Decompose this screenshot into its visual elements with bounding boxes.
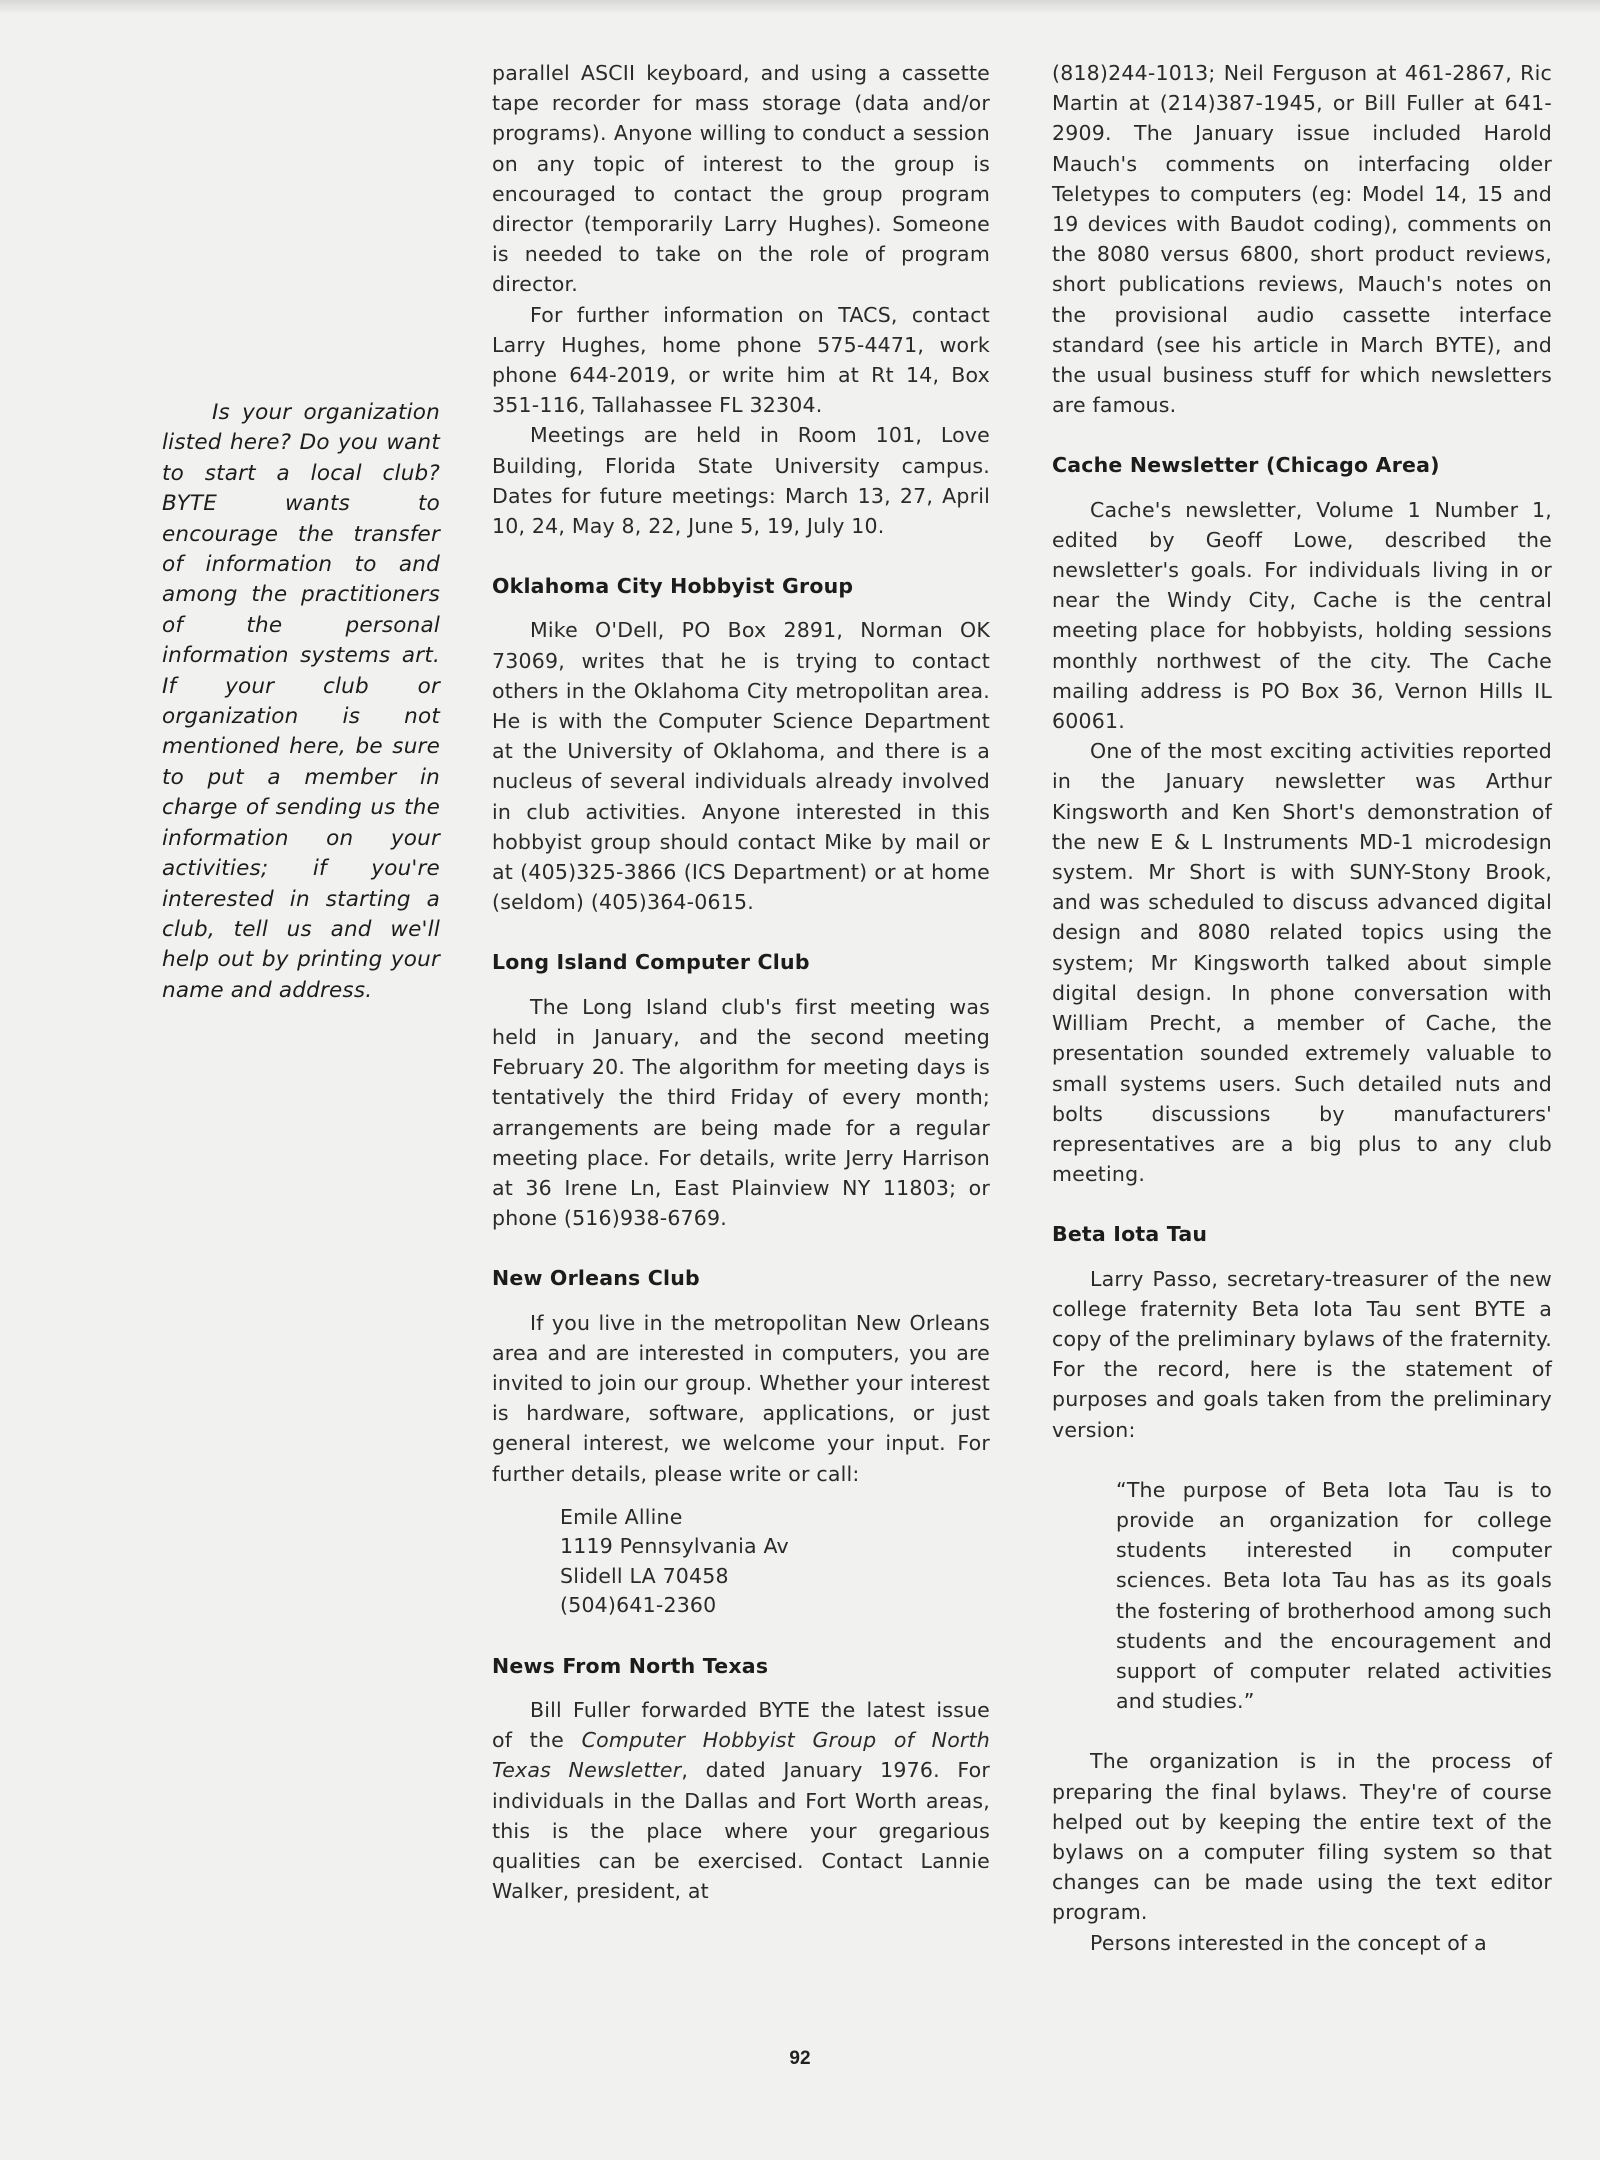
page-number: 92 bbox=[789, 2048, 811, 2069]
section-heading: Cache Newsletter (Chicago Area) bbox=[1052, 453, 1440, 478]
section-heading: Oklahoma City Hobbyist Group bbox=[492, 574, 854, 599]
paragraph: (818)244-1013; Neil Ferguson at 461-2867, Ric Martin at (214)387-1945, or Bill Fuller at 641-2909. The January issue included Harold Mauch's comments on interfacing older Teletypes to computers (eg: Model 14, 15 and 19 devices with Baudot coding), comments on the 8080 versus 6800, short product reviews, short publications reviews, Mauch's notes on the provisional audio cassette interface standard (see his article in March BYTE), and the usual business stuff for which newsletters are famous. bbox=[1052, 61, 1552, 418]
section-heading: News From North Texas bbox=[492, 1653, 769, 1678]
bylaws-quote bbox=[1116, 1475, 1552, 1717]
paragraph: The Long Island club's first meeting was held in January, and the second meeting February 20. The algorithm for meeting days is tentatively the third Friday of every month; arrangements are being made for a regular meeting place. For details, write Jerry Harrison at 36 Irene Ln, East Plainview NY 11803; or phone (516)938-6769. bbox=[492, 994, 990, 1231]
sidebar-callout-text: Is your organization listed here? Do you want to start a local club? BYTE wants to encourage the transfer of information to and among the practitioners of the personal information systems art. If your club or organization is not mentioned here, be sure to put a member in charge of sending us the information on your activities; if you're interested in starting a club, tell us and we'll help out by printing your name and address. bbox=[162, 400, 440, 1003]
section-heading: New Orleans Club bbox=[492, 1266, 700, 1291]
right-column bbox=[1052, 58, 1552, 1958]
address-line: 1119 Pennsylvania Av bbox=[560, 1534, 789, 1559]
paragraph: One of the most exciting activities reported in the January newsletter was Arthur Kingsworth and Ken Short's demonstration of the new E & L Instruments MD-1 microdesign system. Mr Short is with SUNY-Stony Brook, and was scheduled to discuss advanced digital design and 8080 related topics using the system; Mr Kingsworth talked about simple digital design. In phone conversation with William Precht, a member of Cache, the presentation sounded extremely valuable to small systems users. Such detailed nuts and bolts discussions by manufacturers' representatives are a big plus to any club meeting. bbox=[1052, 739, 1552, 1187]
paragraph: parallel ASCII keyboard, and using a cassette tape recorder for mass storage (data and/or programs). Anyone willing to conduct a session on any topic of interest to the group is encouraged to contact the group program director (temporarily Larry Hughes). Someone is needed to take on the role of program director. bbox=[492, 61, 990, 297]
newsletter-title: Computer Hobbyist Group of North Texas Newsletter bbox=[492, 1728, 990, 1783]
address-block bbox=[560, 1503, 990, 1621]
sidebar-callout bbox=[162, 398, 440, 1006]
tacs-section-continued bbox=[492, 58, 990, 541]
address-line: Slidell LA 70458 bbox=[560, 1563, 729, 1588]
paragraph: Mike O'Dell, PO Box 2891, Norman OK 73069, writes that he is trying to contact others in the Oklahoma City metropolitan area. He is with the Computer Science Department at the University of Oklahoma, and there is a nucleus of several individuals already involved in club activities. Anyone interested in this hobbyist group should contact Mike by mail or at (405)325-3866 (ICS Department) or at home (seldom) (405)364-0615. bbox=[492, 618, 990, 915]
oklahoma-section bbox=[492, 571, 990, 917]
paragraph: Meetings are held in Room 101, Love Building, Florida State University campus. Dates for future meetings: March 13, 27, April 10, 24, May 8, 22, June 5, 19, July 10. bbox=[492, 423, 990, 539]
paragraph bbox=[492, 1695, 990, 1906]
address-line: (504)641-2360 bbox=[560, 1593, 717, 1618]
quote-text: “The purpose of Beta Iota Tau is to provide an organization for college students interested in computer sciences. Beta Iota Tau has as its goals the fostering of brotherhood among such students and the encouragement and support of computer related activities and studies.” bbox=[1116, 1477, 1552, 1714]
text-run: Bill Fuller forwarded BYTE the latest issue of the bbox=[492, 1697, 990, 1753]
paragraph: Larry Passo, secretary-treasurer of the new college fraternity Beta Iota Tau sent BYTE a copy of the preliminary bylaws of the fraternity. For the record, here is the statement of purposes and goals taken from the preliminary version: bbox=[1052, 1266, 1552, 1442]
north-texas-section-continued bbox=[1052, 58, 1552, 420]
section-heading: Beta Iota Tau bbox=[1052, 1222, 1208, 1247]
page-top-edge bbox=[0, 0, 1600, 14]
paragraph: Persons interested in the concept of a bbox=[1090, 1930, 1487, 1955]
new-orleans-section bbox=[492, 1263, 990, 1620]
address-line: Emile Alline bbox=[560, 1504, 683, 1529]
text-run: , dated January 1976. For individuals in the Dallas and Fort Worth areas, this is the place where your gregarious qualities can be exercised. Contact Lannie Walker, president, at bbox=[492, 1758, 990, 1904]
beta-iota-tau-section bbox=[1052, 1219, 1552, 1957]
paragraph: For further information on TACS, contact Larry Hughes, home phone 575-4471, work phone 644-2019, or write him at Rt 14, Box 351-116, Tallahassee FL 32304. bbox=[492, 302, 990, 418]
paragraph: If you live in the metropolitan New Orleans area and are interested in computers, you are invited to join our group. Whether your interest is hardware, software, applications, or just general interest, we welcome your input. For further details, please write or call: bbox=[492, 1310, 990, 1486]
cache-section bbox=[1052, 450, 1552, 1189]
middle-column bbox=[492, 58, 990, 1906]
section-heading: Long Island Computer Club bbox=[492, 950, 810, 975]
paragraph: The organization is in the process of preparing the final bylaws. They're of course helped out by keeping the entire text of the bylaws on a computer filing system so that changes can be made using the text editor program. bbox=[1052, 1749, 1552, 1925]
north-texas-section bbox=[492, 1651, 990, 1907]
paragraph: Cache's newsletter, Volume 1 Number 1, edited by Geoff Lowe, described the newsletter's goals. For individuals living in or near the Windy City, Cache is the central meeting place for hobbyists, holding sessions monthly northwest of the city. The Cache mailing address is PO Box 36, Vernon Hills IL 60061. bbox=[1052, 497, 1552, 734]
long-island-section bbox=[492, 947, 990, 1233]
